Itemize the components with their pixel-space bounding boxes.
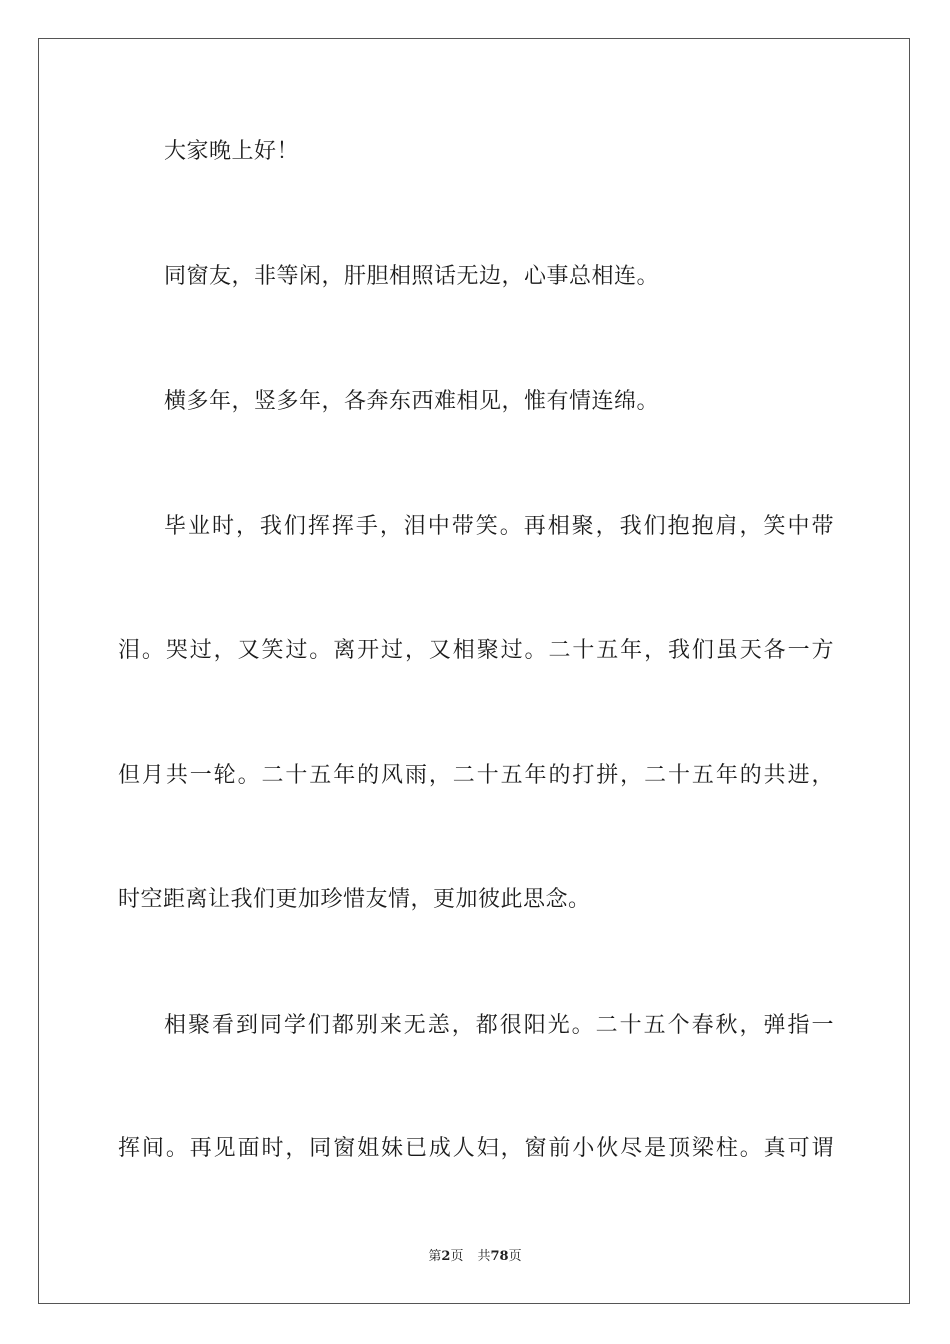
text-line-5: 泪。哭过，又笑过。离开过，又相聚过。二十五年，我们虽天各一方: [118, 638, 834, 663]
text-line-7: 时空距离让我们更加珍惜友情，更加彼此思念。: [118, 887, 591, 912]
text-line-3: 横多年，竖多年，各奔东西难相见，惟有情连绵。: [164, 389, 660, 414]
page-prefix: 第: [428, 1249, 442, 1264]
page-number: 2: [441, 1249, 451, 1264]
text-line-6: 但月共一轮。二十五年的风雨，二十五年的打拼，二十五年的共进，: [118, 763, 834, 788]
text-line-2: 同窗友，非等闲，肝胆相照话无边，心事总相连。: [164, 264, 660, 289]
page-footer: [0, 1249, 950, 1265]
total-suffix: 页: [508, 1249, 522, 1264]
text-line-9: 挥间。再见面时，同窗姐妹已成人妇，窗前小伙尽是顶梁柱。真可谓: [118, 1136, 834, 1161]
text-line-1: 大家晚上好！: [164, 139, 300, 164]
text-line-4: 毕业时，我们挥挥手，泪中带笑。再相聚，我们抱抱肩，笑中带: [164, 514, 834, 539]
text-line-8: 相聚看到同学们都别来无恙，都很阳光。二十五个春秋，弹指一: [164, 1013, 834, 1038]
page-suffix: 页: [450, 1249, 464, 1264]
page-frame: [38, 38, 910, 1304]
total-prefix: 共: [477, 1249, 491, 1264]
total-pages: 78: [490, 1249, 509, 1264]
